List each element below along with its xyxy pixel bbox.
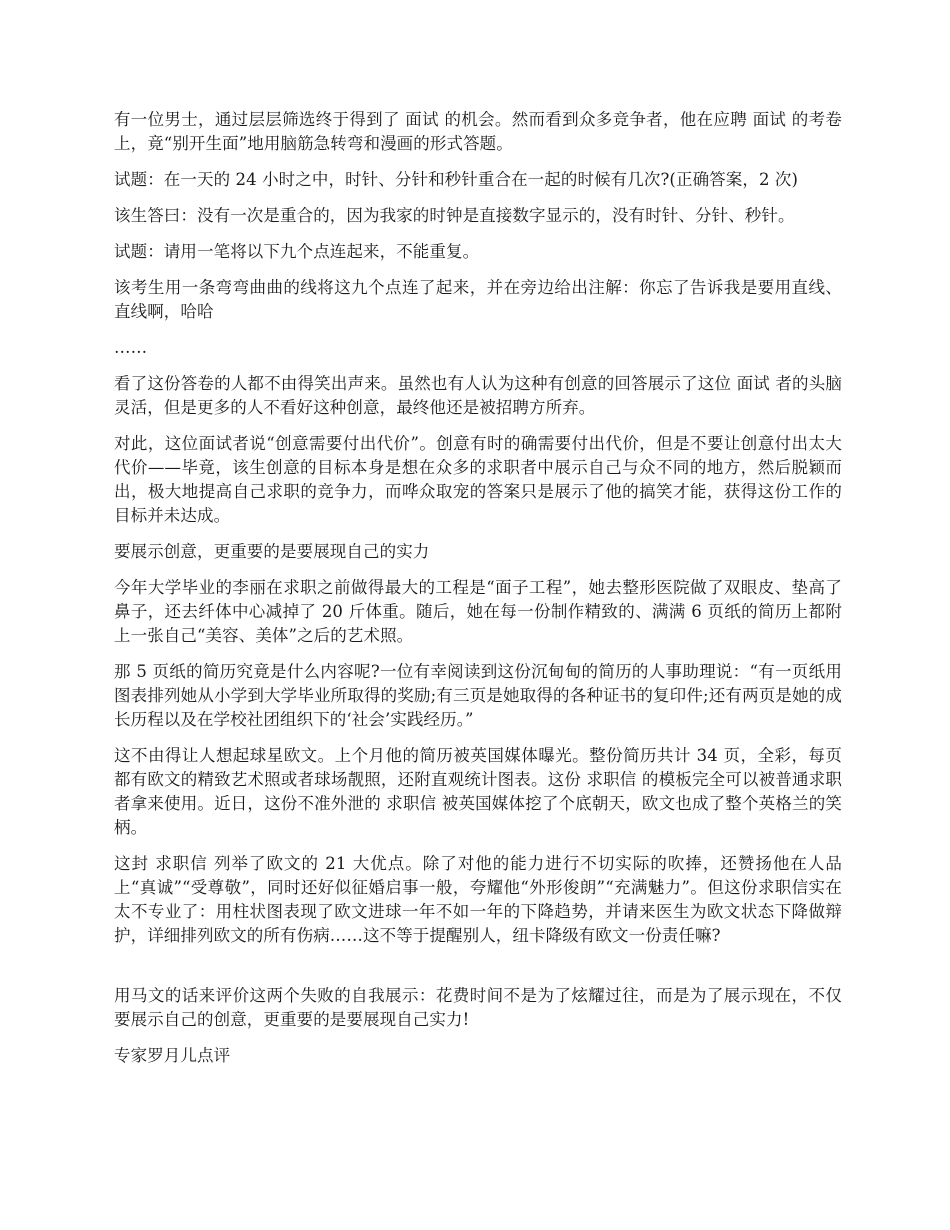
paragraph-reaction: 看了这份答卷的人都不由得笑出声来。虽然也有人认为这种有创意的回答展示了这位 面试 者的头脑灵活，但是更多的人不看好这种创意，最终他还是被招聘方所弃。 bbox=[114, 374, 842, 417]
paragraph-answer-1: 该生答曰：没有一次是重合的，因为我家的时钟是直接数字显示的，没有时针、分针、秒针。 bbox=[114, 206, 795, 225]
section-heading: 要展示创意，更重要的是要展现自己的实力 bbox=[114, 542, 430, 561]
paragraph-owen-letter: 这封 求职信 列举了欧文的 21 大优点。除了对他的能力进行不切实际的吹捧，还赞扬他在人品上“真诚”“受尊敬”，同时还好似征婚启事一般，夸耀他“外形俊朗”“充满魅力”。但这份求职信实在太不专业了：用柱状图表现了欧文进球一年不如一年的下降趋势，并请来医生为欧文状态下降做辩护，详细排列欧文的所有伤病……这不等于提醒别人，纽卡降级有欧文一份责任嘛? bbox=[114, 854, 842, 945]
paragraph-conclusion: 用马文的话来评价这两个失败的自我展示：花费时间不是为了炫耀过往，而是为了展示现在，不仅要展示自己的创意，更重要的是要展现自己实力! bbox=[114, 986, 842, 1029]
paragraph-answer-2: 该考生用一条弯弯曲曲的线将这九个点连了起来，并在旁边给出注解：你忘了告诉我是要用直线、直线啊，哈哈 bbox=[114, 278, 842, 321]
paragraph-li-li: 今年大学毕业的李丽在求职之前做得最大的工程是“面子工程”，她去整形医院做了双眼皮、垫高了鼻子，还去纤体中心减掉了 20 斤体重。随后，她在每一份制作精致的、满满 6 页纸的简历上都附上一张自己“美容、美体”之后的艺术照。 bbox=[114, 578, 842, 645]
paragraph-intro: 有一位男士，通过层层筛选终于得到了 面试 的机会。然而看到众多竞争者，他在应聘 面试 的考卷上，竟“别开生面”地用脑筋急转弯和漫画的形式答题。 bbox=[114, 110, 842, 153]
paragraph-question-1: 试题：在一天的 24 小时之中，时针、分针和秒针重合在一起的时候有几次?(正确答案，2 次) bbox=[114, 170, 799, 189]
paragraph-resume-content: 那 5 页纸的简历究竟是什么内容呢?一位有幸阅读到这份沉甸甸的简历的人事助理说：“有一页纸用图表排列她从小学到大学毕业所取得的奖励;有三页是她取得的各种证书的复印件;还有两页是她的成长历程以及在学校社团组织下的‘社会’实践经历。” bbox=[114, 662, 842, 729]
paragraph-cost-of-creativity: 对此，这位面试者说“创意需要付出代价”。创意有时的确需要付出代价，但是不要让创意付出太大代价——毕竟，该生创意的目标本身是想在众多的求职者中展示自己与众不同的地方，然后脱颖而出，极大地提高自己求职的竞争力，而哗众取宠的答案只是展示了他的搞笑才能，获得这份工作的目标并未达成。 bbox=[114, 434, 842, 525]
paragraph-owen: 这不由得让人想起球星欧文。上个月他的简历被英国媒体曝光。整份简历共计 34 页，全彩，每页都有欧文的精致艺术照或者球场靓照，还附直观统计图表。这份 求职信 的模板完全可以被普通求职者拿来使用。近日，这份不准外泄的 求职信 被英国媒体挖了个底朝天，欧文也成了整个英格兰的笑柄。 bbox=[114, 746, 842, 837]
document-body bbox=[114, 108, 842, 1080]
paragraph-byline: 专家罗月儿点评 bbox=[114, 1046, 231, 1065]
paragraph-question-2: 试题：请用一笔将以下九个点连起来，不能重复。 bbox=[114, 242, 480, 261]
paragraph-ellipsis: …… bbox=[114, 338, 148, 357]
